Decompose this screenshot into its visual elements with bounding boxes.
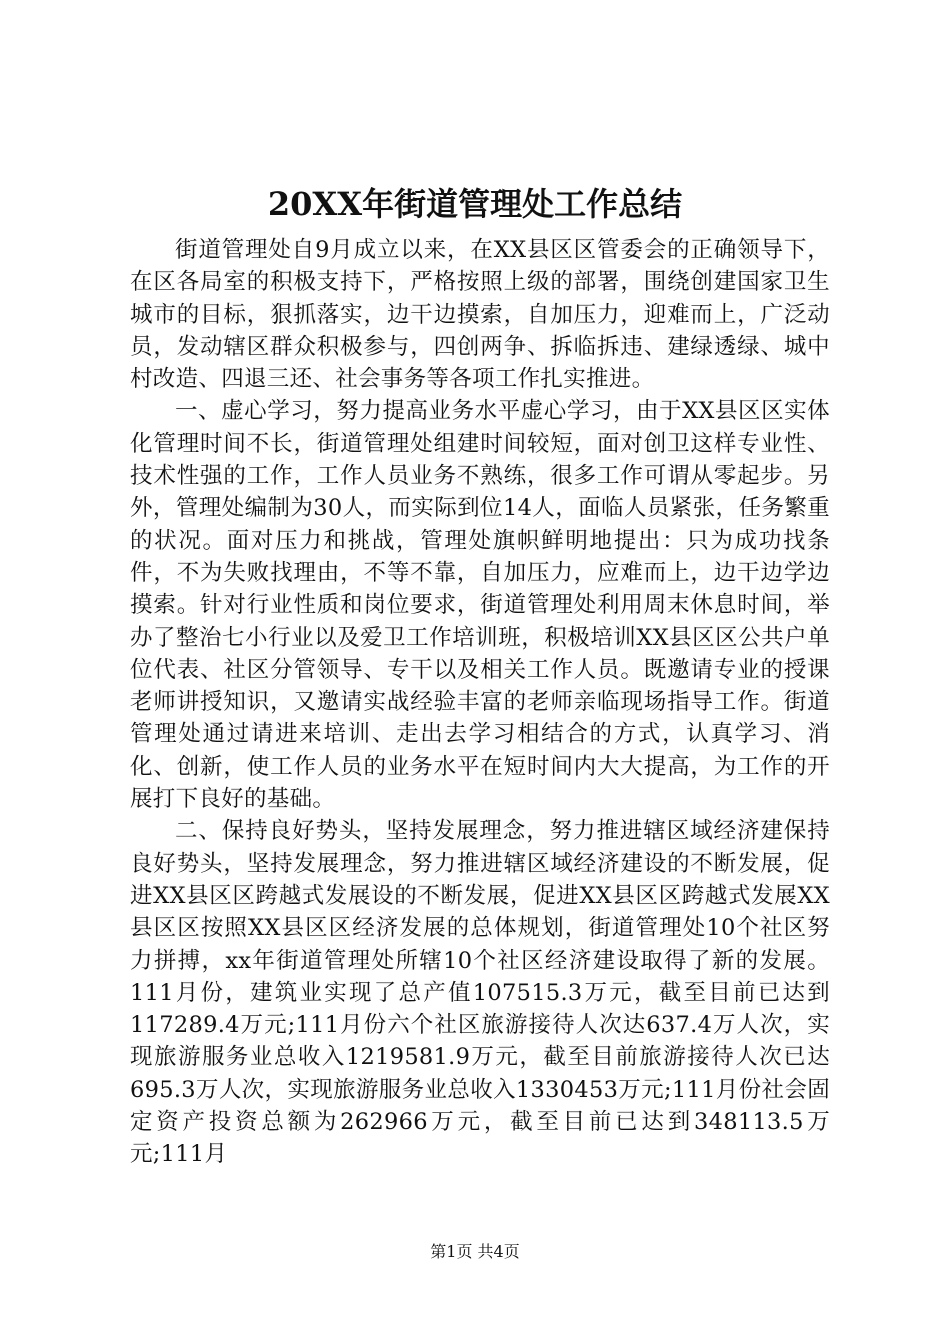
document-body bbox=[130, 234, 830, 1171]
paragraph-section-one: 一、虚心学习，努力提高业务水平虚心学习，由于XX县区区实体化管理时间不长，街道管理处组建时间较短，面对创卫这样专业性、技术性强的工作，工作人员业务不熟练，很多工作可谓从零起步。另外，管理处编制为30人，而实际到位14人，面临人员紧张，任务繁重的状况。面对压力和挑战，管理处旗帜鲜明地提出：只为成功找条件，不为失败找理由，不等不靠，自加压力，应难而上，边干边学边摸索。针对行业性质和岗位要求，街道管理处利用周末休息时间，举办了整治七小行业以及爱卫工作培训班，积极培训XX县区区公共户单位代表、社区分管领导、专干以及相关工作人员。既邀请专业的授课老师讲授知识，又邀请实战经验丰富的老师亲临现场指导工作。街道管理处通过请进来培训、走出去学习相结合的方式，认真学习、消化、创新，使工作人员的业务水平在短时间内大大提高，为工作的开展打下良好的基础。 bbox=[130, 398, 830, 813]
page-footer: 第1页 共4页 bbox=[430, 1242, 520, 1261]
paragraph-section-two: 二、保持良好势头，坚持发展理念，努力推进辖区域经济建保持良好势头，坚持发展理念，努力推进辖区域经济建设的不断发展，促进XX县区区跨越式发展设的不断发展，促进XX县区区跨越式发展XX县区区按照XX县区区经济发展的总体规划，街道管理处10个社区努力拼搏，xx年街道管理处所辖10个社区经济建设取得了新的发展。111月份，建筑业实现了总产值107515.3万元，截至目前已达到117289.4万元;111月份六个社区旅游接待人次达637.4万人次，实现旅游服务业总收入1219581.9万元，截至目前旅游接待人次已达695.3万人次，实现旅游服务业总收入1330453万元;111月份社会固定资产投资总额为262966万元，截至目前已达到348113.5万元;111月 bbox=[130, 818, 830, 1168]
document-title: 20XX年街道管理处工作总结 bbox=[267, 185, 683, 223]
paragraph-intro: 街道管理处自9月成立以来，在XX县区区管委会的正确领导下，在区各局室的积极支持下，严格按照上级的部署，围绕创建国家卫生城市的目标，狠抓落实，边干边摸索，自加压力，迎难而上，广泛动员，发动辖区群众积极参与，四创两争、拆临拆违、建绿透绿、城中村改造、四退三还、社会事务等各项工作扎实推进。 bbox=[130, 237, 830, 393]
